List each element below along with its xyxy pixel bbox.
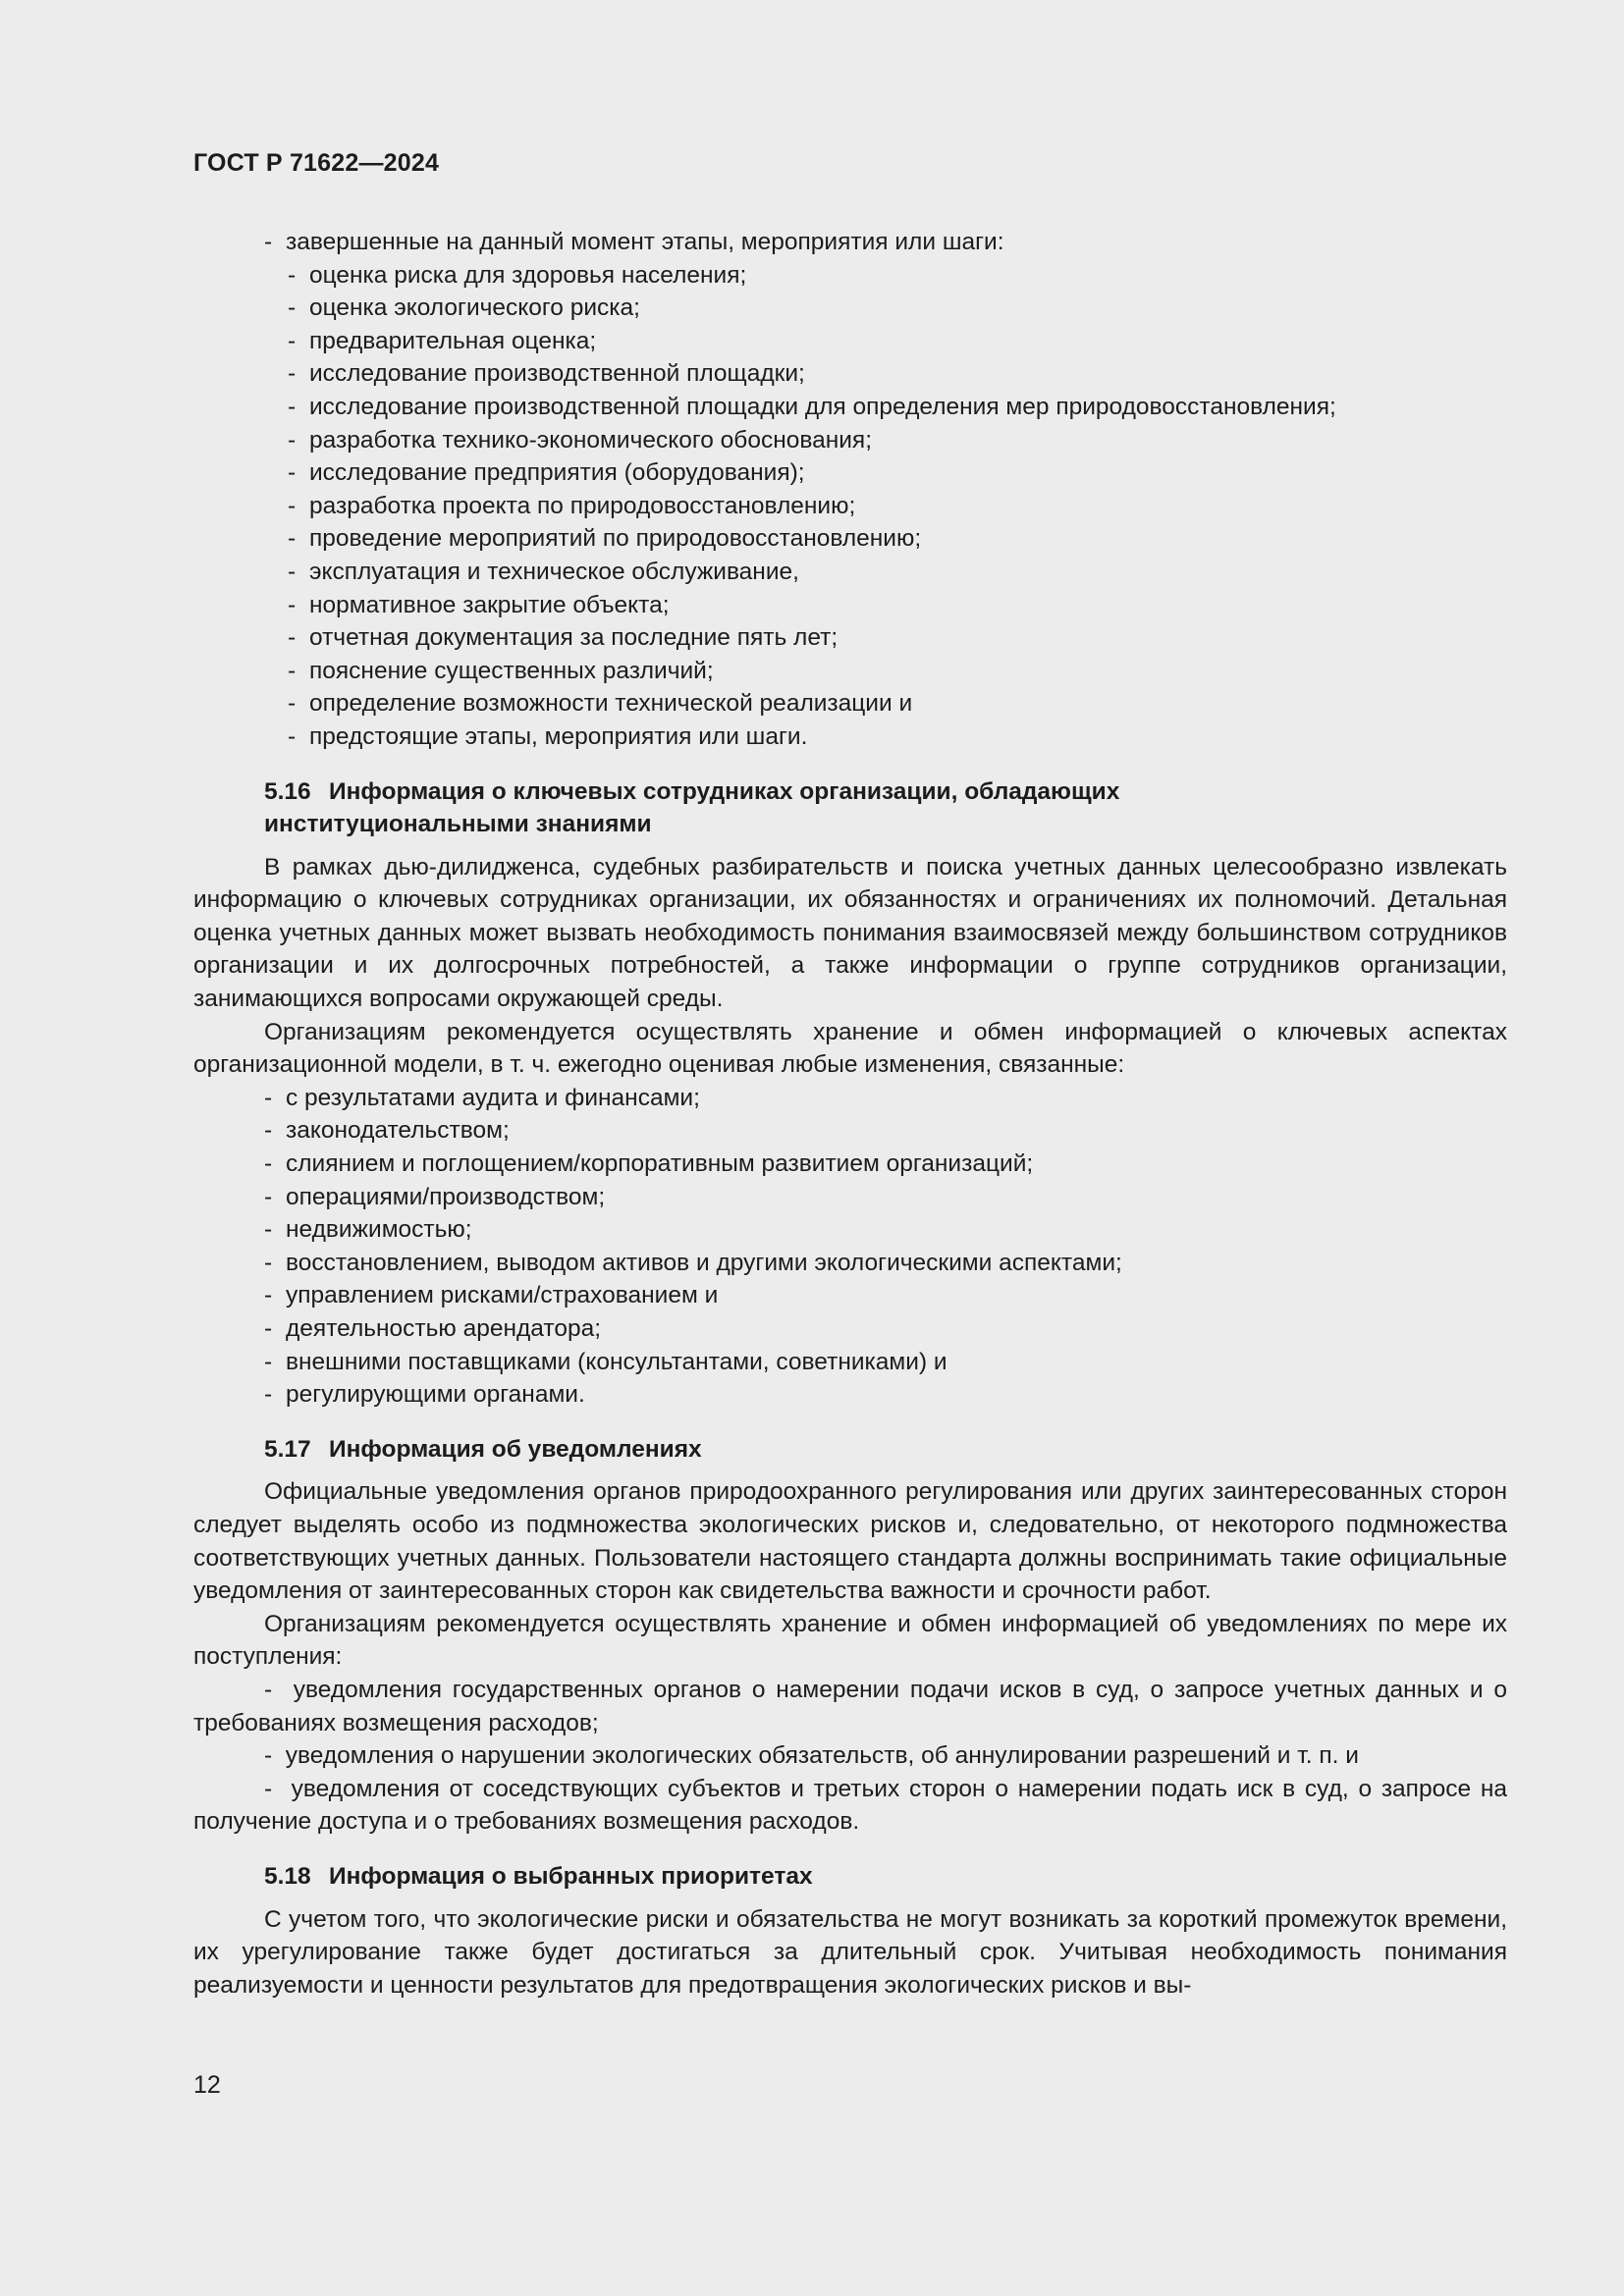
paragraph: Организациям рекомендуется осуществлять хранение и обмен информацией об уведомлениях по мере их поступления: [193,1610,1507,1671]
list-item: - оценка экологического риска; [193,292,1507,325]
paragraph: Официальные уведомления органов природоохранного регулирования или других заинтересованных сторон следует выделять особо из подмножества экологических рисков и, следовательно, от некоторого подмножества соответствующих учетных данных. Пользователи настоящего стандарта должны воспринимать такие официальные уведомления от заинтересованных сторон как свидетельства важности и срочности работ. [193,1478,1507,1605]
list-item-text: уведомления от соседствующих субъектов и третьих сторон о намерении подать иск в суд, о запросе на получение доступа и о требованиях возмещения расходов. [193,1775,1507,1836]
section-heading-5-17 [193,1433,1507,1467]
list-item: - предварительная оценка; [193,325,1507,358]
list-item: - исследование предприятия (оборудования); [193,456,1507,490]
page-number: 12 [193,2071,221,2099]
list-item: - разработка технико-экономического обоснования; [193,424,1507,457]
list-item: - определение возможности технической реализации и [193,687,1507,721]
list-item: - эксплуатация и техническое обслуживание, [193,556,1507,589]
paragraph: С учетом того, что экологические риски и обязательства не могут возникать за короткий промежуток времени, их урегулирование также будет достигаться за длительный срок. Учитывая необходимость понимания реализуемости и ценности результатов для предотвращения экологических рисков и вы- [193,1905,1507,1999]
section-heading-5-16 [193,775,1507,841]
list-item: - исследование производственной площадки; [193,357,1507,391]
list-item: - проведение мероприятий по природовосстановлению; [193,522,1507,556]
section-number: 5.18 [264,1862,311,1890]
section-title: Информация о выбранных приоритетах [329,1862,813,1890]
section-number: 5.16 [264,777,311,805]
list-item-text: уведомления государственных органов о намерении подачи исков в суд, о запросе учетных данных и о требованиях возмещения расходов; [193,1676,1507,1736]
list-item: - внешними поставщиками (консультантами, советниками) и [193,1346,1507,1379]
changes-list [193,1082,1507,1412]
list-item: - слиянием и поглощением/корпоративным развитием организаций; [193,1148,1507,1181]
list-item: - отчетная документация за последние пять лет; [193,621,1507,655]
list-item: - управлением рисками/страхованием и [193,1279,1507,1312]
document-header: ГОСТ Р 71622—2024 [193,149,440,177]
list-item: - предстоящие этапы, мероприятия или шаги. [193,721,1507,754]
list-intro: - завершенные на данный момент этапы, мероприятия или шаги: [193,226,1507,259]
page-content [193,226,1507,2002]
list-item: - оценка риска для здоровья населения; [193,259,1507,293]
list-item: - уведомления от соседствующих субъектов и третьих сторон о намерении подать иск в суд, о запросе на получение доступа и о требованиях возмещения расходов. [193,1775,1507,1836]
stages-list [193,259,1507,754]
list-item: - исследование производственной площадки для определения мер природовосстановления; [193,391,1507,424]
list-item: - восстановлением, выводом активов и другими экологическими аспектами; [193,1247,1507,1280]
list-item: - регулирующими органами. [193,1378,1507,1412]
list-item: - уведомления государственных органов о намерении подачи исков в суд, о запросе учетных данных и о требованиях возмещения расходов; [193,1676,1507,1736]
list-item: - с результатами аудита и финансами; [193,1082,1507,1115]
list-item: - пояснение существенных различий; [193,655,1507,688]
paragraph: Организациям рекомендуется осуществлять хранение и обмен информацией о ключевых аспектах организационной модели, в т. ч. ежегодно оценивая любые изменения, связанные: [193,1018,1507,1079]
list-item: - деятельностью арендатора; [193,1312,1507,1346]
list-item: - уведомления о нарушении экологических обязательств, об аннулировании разрешений и т. п. и [264,1742,1359,1770]
list-item: - разработка проекта по природовосстановлению; [193,490,1507,523]
section-title-line1: Информация о ключевых сотрудниках организации, обладающих [329,777,1120,805]
list-item-text: уведомления о нарушении экологических обязательств, об аннулировании разрешений и т. п. и [285,1742,1359,1770]
notifications-list [193,1674,1507,1839]
list-item: - нормативное закрытие объекта; [193,589,1507,622]
section-title-line2: институциональными знаниями [264,811,652,838]
list-item: - законодательством; [193,1114,1507,1148]
section-title: Информация об уведомлениях [329,1435,702,1463]
list-item: - операциями/производством; [193,1181,1507,1214]
section-number: 5.17 [264,1435,311,1463]
paragraph: В рамках дью-дилидженса, судебных разбирательств и поиска учетных данных целесообразно извлекать информацию о ключевых сотрудниках организации, их обязанностях и ограничениях их полномочий. Детальная оценка учетных данных может вызвать необходимость понимания взаимосвязей между большинством сотрудников организации и их долгосрочных потребностей, а также информации о группе сотрудников организации, занимающихся вопросами окружающей среды. [193,853,1507,1013]
section-heading-5-18 [193,1860,1507,1894]
list-item: - недвижимостью; [193,1213,1507,1247]
